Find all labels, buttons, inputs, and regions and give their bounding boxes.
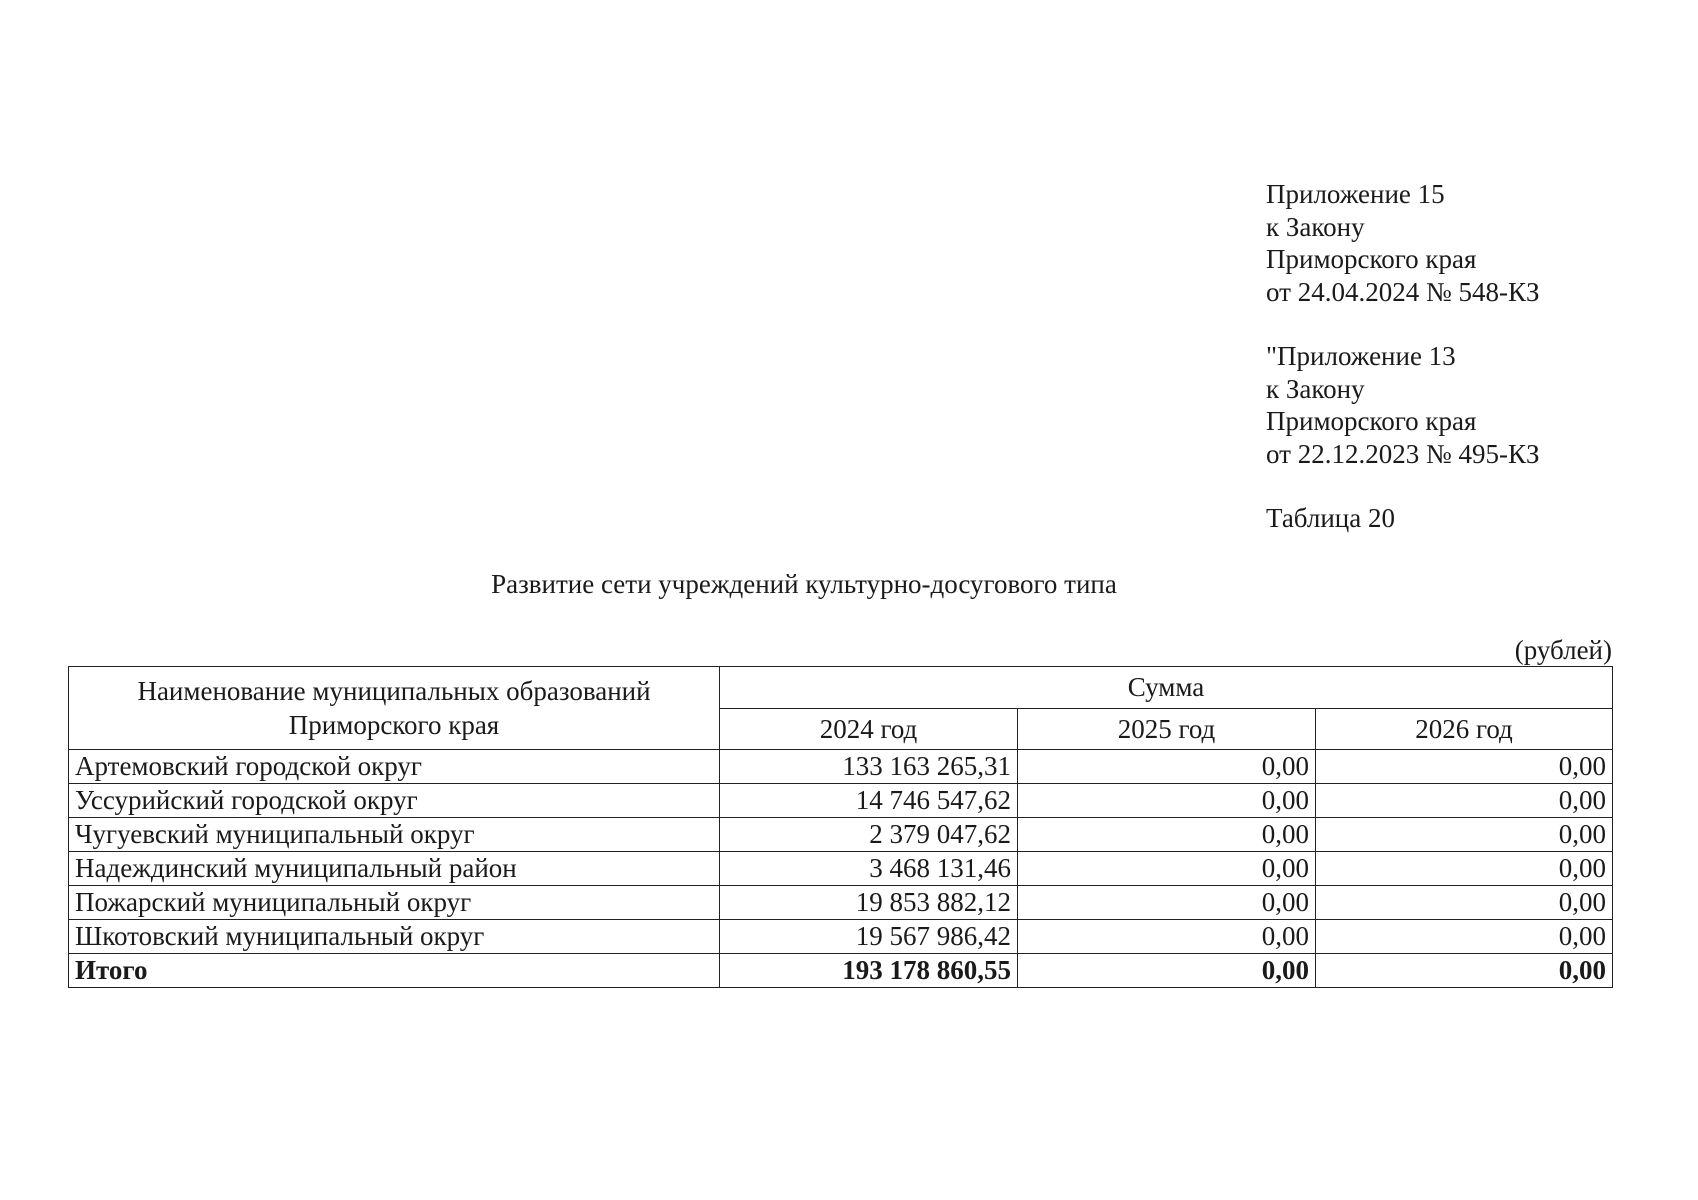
table-row: [69, 784, 1613, 818]
amount-2024: 2 379 047,62: [720, 818, 1018, 852]
appendix-header: [1266, 178, 1539, 535]
municipality-name: Артемовский городской округ: [69, 750, 720, 784]
amount-2026: 0,00: [1316, 920, 1613, 954]
amount-2024: 133 163 265,31: [720, 750, 1018, 784]
amount-2026: 0,00: [1316, 784, 1613, 818]
prior-appendix-number: "Приложение 13: [1266, 341, 1456, 371]
municipality-name: Надеждинский муниципальный район: [69, 852, 720, 886]
total-2026: 0,00: [1316, 954, 1613, 988]
appendix-region: Приморского края: [1266, 244, 1477, 274]
municipality-name: Чугуевский муниципальный округ: [69, 818, 720, 852]
prior-appendix-law-ref: к Закону: [1266, 373, 1365, 404]
table-row: [69, 852, 1613, 886]
amount-2026: 0,00: [1316, 886, 1613, 920]
amount-2024: 14 746 547,62: [720, 784, 1018, 818]
table-row: [69, 920, 1613, 954]
budget-table: [68, 666, 1613, 988]
amount-2026: 0,00: [1316, 852, 1613, 886]
prior-appendix-region: Приморского края: [1266, 406, 1477, 436]
total-2024: 193 178 860,55: [720, 954, 1018, 988]
table-row: [69, 750, 1613, 784]
municipality-name: Уссурийский городской округ: [69, 784, 720, 818]
document-title: Развитие сети учреждений культурно-досугового типа: [491, 569, 1117, 599]
total-2025: 0,00: [1018, 954, 1316, 988]
amount-2026: 0,00: [1316, 750, 1613, 784]
table-number: Таблица 20: [1266, 503, 1395, 533]
amount-2025: 0,00: [1018, 750, 1316, 784]
column-header-2025: 2025 год: [1018, 708, 1316, 750]
total-label: Итого: [69, 954, 720, 988]
units-label: (рублей): [1514, 635, 1612, 665]
amount-2026: 0,00: [1316, 818, 1613, 852]
appendix-law-ref: к Закону: [1266, 211, 1365, 242]
prior-appendix-date: от 22.12.2023 № 495-КЗ: [1266, 438, 1540, 469]
appendix-date: от 24.04.2024 № 548-КЗ: [1266, 276, 1540, 307]
amount-2024: 19 853 882,12: [720, 886, 1018, 920]
municipality-name: Шкотовский муниципальный округ: [69, 920, 720, 954]
appendix-number: Приложение 15: [1266, 179, 1445, 209]
municipality-name: Пожарский муниципальный округ: [69, 886, 720, 920]
table-row: [69, 818, 1613, 852]
amount-2025: 0,00: [1018, 818, 1316, 852]
column-header-2026: 2026 год: [1316, 708, 1613, 750]
amount-2025: 0,00: [1018, 886, 1316, 920]
column-header-name: Наименование муниципальных образований Приморского края: [69, 667, 720, 750]
total-row: [69, 954, 1613, 988]
amount-2025: 0,00: [1018, 852, 1316, 886]
amount-2024: 19 567 986,42: [720, 920, 1018, 954]
column-header-sum: Сумма: [720, 667, 1613, 709]
amount-2025: 0,00: [1018, 920, 1316, 954]
amount-2025: 0,00: [1018, 784, 1316, 818]
amount-2024: 3 468 131,46: [720, 852, 1018, 886]
column-header-2024: 2024 год: [720, 708, 1018, 750]
table-row: [69, 886, 1613, 920]
